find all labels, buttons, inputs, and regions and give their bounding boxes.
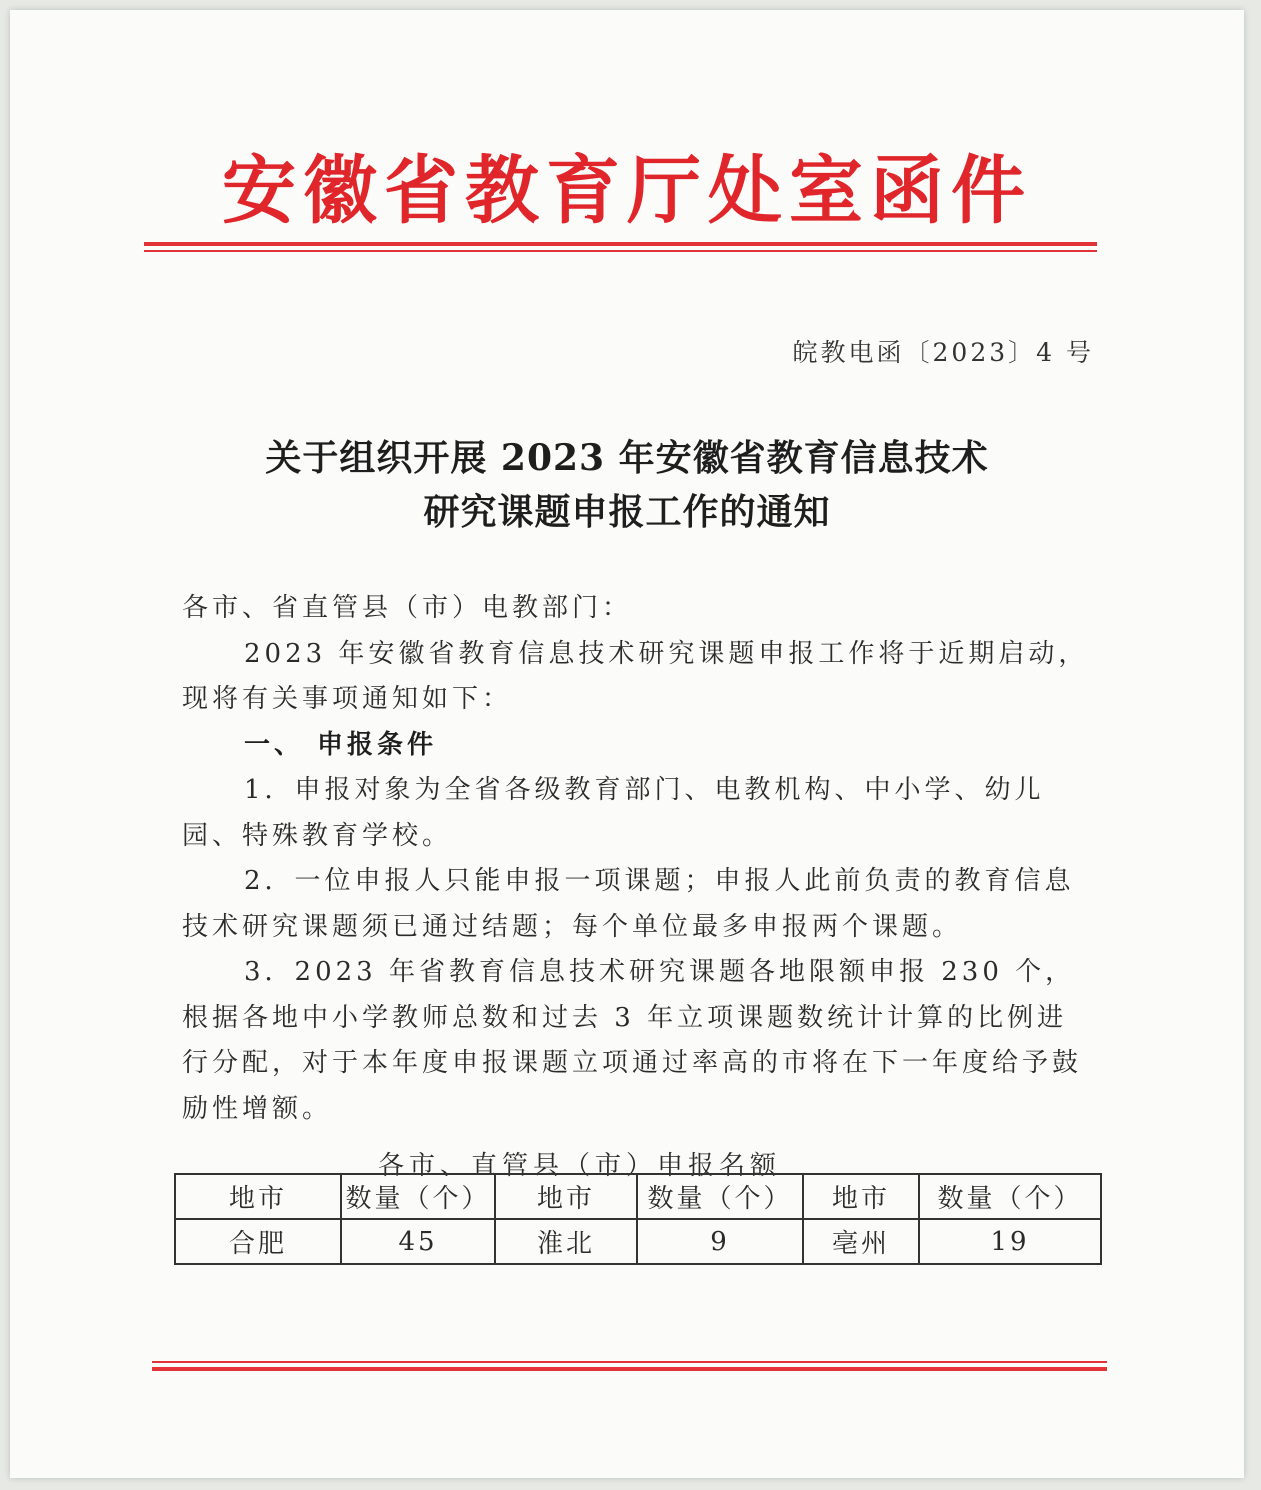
notice-title-line1: 关于组织开展 2023 年安徽省教育信息技术 [265, 437, 989, 479]
table-cell: 9 [637, 1219, 803, 1264]
notice-title-line2: 研究课题申报工作的通知 [423, 491, 831, 533]
column-header: 数量（个） [637, 1174, 803, 1219]
item-3: 3．2023 年省教育信息技术研究课题各地限额申报 230 个，根据各地中小学教师总数和过去 3 年立项课题数统计计算的比例进行分配，对于本年度申报课题立项通过率高的市将在下一年度给予鼓励性增额。 [182, 957, 1083, 1124]
intro-paragraph: 2023 年安徽省教育信息技术研究课题申报工作将于近期启动，现将有关事项通知如下： [182, 638, 1089, 714]
table-row [175, 1219, 1101, 1264]
column-header: 数量（个） [341, 1174, 495, 1219]
table-header-row [175, 1174, 1101, 1219]
footer-red-rule-thin [152, 1361, 1107, 1363]
table-cell: 淮北 [495, 1219, 637, 1264]
column-header: 地市 [175, 1174, 341, 1219]
table-cell: 45 [341, 1219, 495, 1264]
column-header: 地市 [803, 1174, 919, 1219]
notice-body [182, 586, 1097, 1132]
column-header: 地市 [495, 1174, 637, 1219]
item-2: 2．一位申报人只能申报一项课题；申报人此前负责的教育信息技术研究课题须已通过结题；每个单位最多申报两个课题。 [182, 866, 1075, 942]
table-caption: 各市、直管县（市）申报名额 [378, 1151, 782, 1181]
item-1: 1．申报对象为全省各级教育部门、电教机构、中小学、幼儿园、特殊教育学校。 [182, 775, 1045, 851]
quota-table [174, 1173, 1102, 1265]
column-header: 数量（个） [919, 1174, 1101, 1219]
section-heading: 一、 申报条件 [244, 729, 438, 760]
document-page [10, 10, 1244, 1478]
table-cell: 亳州 [803, 1219, 919, 1264]
footer-red-rule [152, 1367, 1107, 1371]
table-cell: 合肥 [175, 1219, 341, 1264]
header-red-rule [144, 242, 1097, 246]
document-number: 皖教电函〔2023〕4 号 [792, 338, 1094, 367]
letterhead-title: 安徽省教育厅处室函件 [222, 148, 1032, 234]
table-cell: 19 [919, 1219, 1101, 1264]
salutation: 各市、省直管县（市）电教部门： [182, 593, 633, 623]
header-red-rule-thin [144, 250, 1097, 252]
